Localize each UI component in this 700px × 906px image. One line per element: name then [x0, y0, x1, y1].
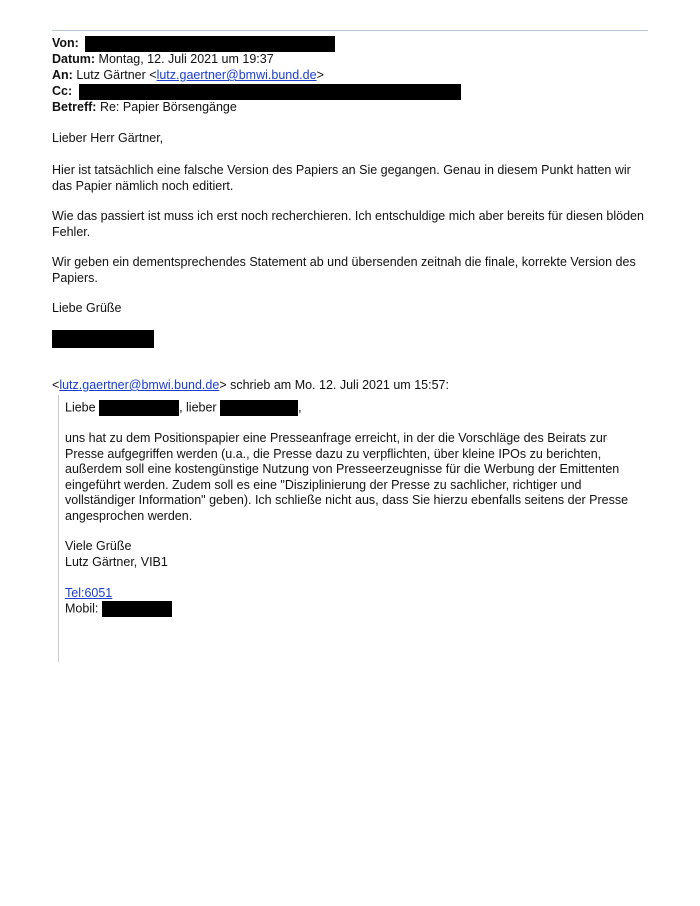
redacted-name-2: [220, 400, 298, 416]
to-row: [52, 67, 324, 84]
date-row: [52, 51, 274, 68]
quoted-signature: Lutz Gärtner, VIB1: [65, 555, 168, 569]
subject-row: [52, 99, 237, 116]
redacted-cc: [79, 84, 461, 100]
quoted-closing: Viele Grüße: [65, 539, 132, 553]
reply-paragraph-3: Wir geben ein dementsprechendes Statement ab und übersenden zeitnah die finale, korrekte Version des Papiers.: [52, 255, 636, 285]
redacted-signature: [52, 330, 154, 348]
from-label: Von:: [52, 36, 79, 50]
reply-paragraph-1: Hier ist tatsächlich eine falsche Version des Papiers an Sie gegangen. Genau in diesem Punkt hatten wir das Papier nämlich noch editiert.: [52, 163, 631, 193]
reply-paragraph-2: Wie das passiert ist muss ich erst noch recherchieren. Ich entschuldige mich aber bereits für diesen blöden Fehler.: [52, 209, 644, 239]
cc-label: Cc:: [52, 84, 73, 98]
to-name: Lutz Gärtner <: [76, 68, 157, 82]
quote-bar: [58, 395, 59, 662]
quoted-body: uns hat zu dem Positionspapier eine Presseanfrage erreicht, in der die Vorschläge des Beirats zur Presse aufgegriffen werden (u.a., die Presse dazu zu verpflichten, über kleine IPOs zu berichten, außerdem soll eine kostengünstige Nutzung von Presseerzeugnisse für die Werbung der Emittenten eingeführt werden. Zudem soll es eine "Disziplinierung der Presse zu sachlicher, richtiger und vollständiger Information" geben). Ich schließe nicht aus, dass Sie hierzu ebenfalls seitens der Presse angesprochen werden.: [65, 431, 629, 523]
quoted-greeting-c: ,: [298, 400, 302, 415]
date-value: Montag, 12. Juli 2021 um 19:37: [98, 52, 274, 66]
to-email-link[interactable]: lutz.gaertner@bmwi.bund.de: [156, 68, 317, 82]
reply-closing: Liebe Grüße: [52, 301, 122, 315]
quoted-greeting-a: Liebe: [65, 400, 96, 415]
tel-link[interactable]: Tel:6051: [65, 586, 113, 600]
mobil-label: Mobil:: [65, 601, 99, 616]
quoted-greeting-b: , lieber: [179, 400, 217, 415]
quote-attribution: [52, 378, 652, 394]
redacted-sender: [85, 36, 335, 52]
quoted-greeting: [65, 400, 645, 416]
redacted-name-1: [99, 400, 179, 416]
subject-value: Re: Papier Börsengänge: [99, 100, 237, 114]
redacted-mobile: [102, 601, 172, 617]
to-label: An:: [52, 68, 73, 82]
tel-row: [65, 586, 645, 602]
attribution-rest: > schrieb am Mo. 12. Juli 2021 um 15:57:: [219, 378, 449, 392]
subject-label: Betreff:: [52, 100, 97, 114]
attribution-open: <: [52, 378, 60, 392]
reply-greeting: Lieber Herr Gärtner,: [52, 131, 164, 145]
date-label: Datum:: [52, 52, 96, 66]
cc-row: [52, 83, 461, 100]
from-row: [52, 35, 335, 52]
header-divider: [52, 30, 648, 31]
mobil-row: [65, 601, 645, 617]
to-close: >: [316, 68, 324, 82]
attribution-email-link[interactable]: lutz.gaertner@bmwi.bund.de: [59, 378, 220, 392]
